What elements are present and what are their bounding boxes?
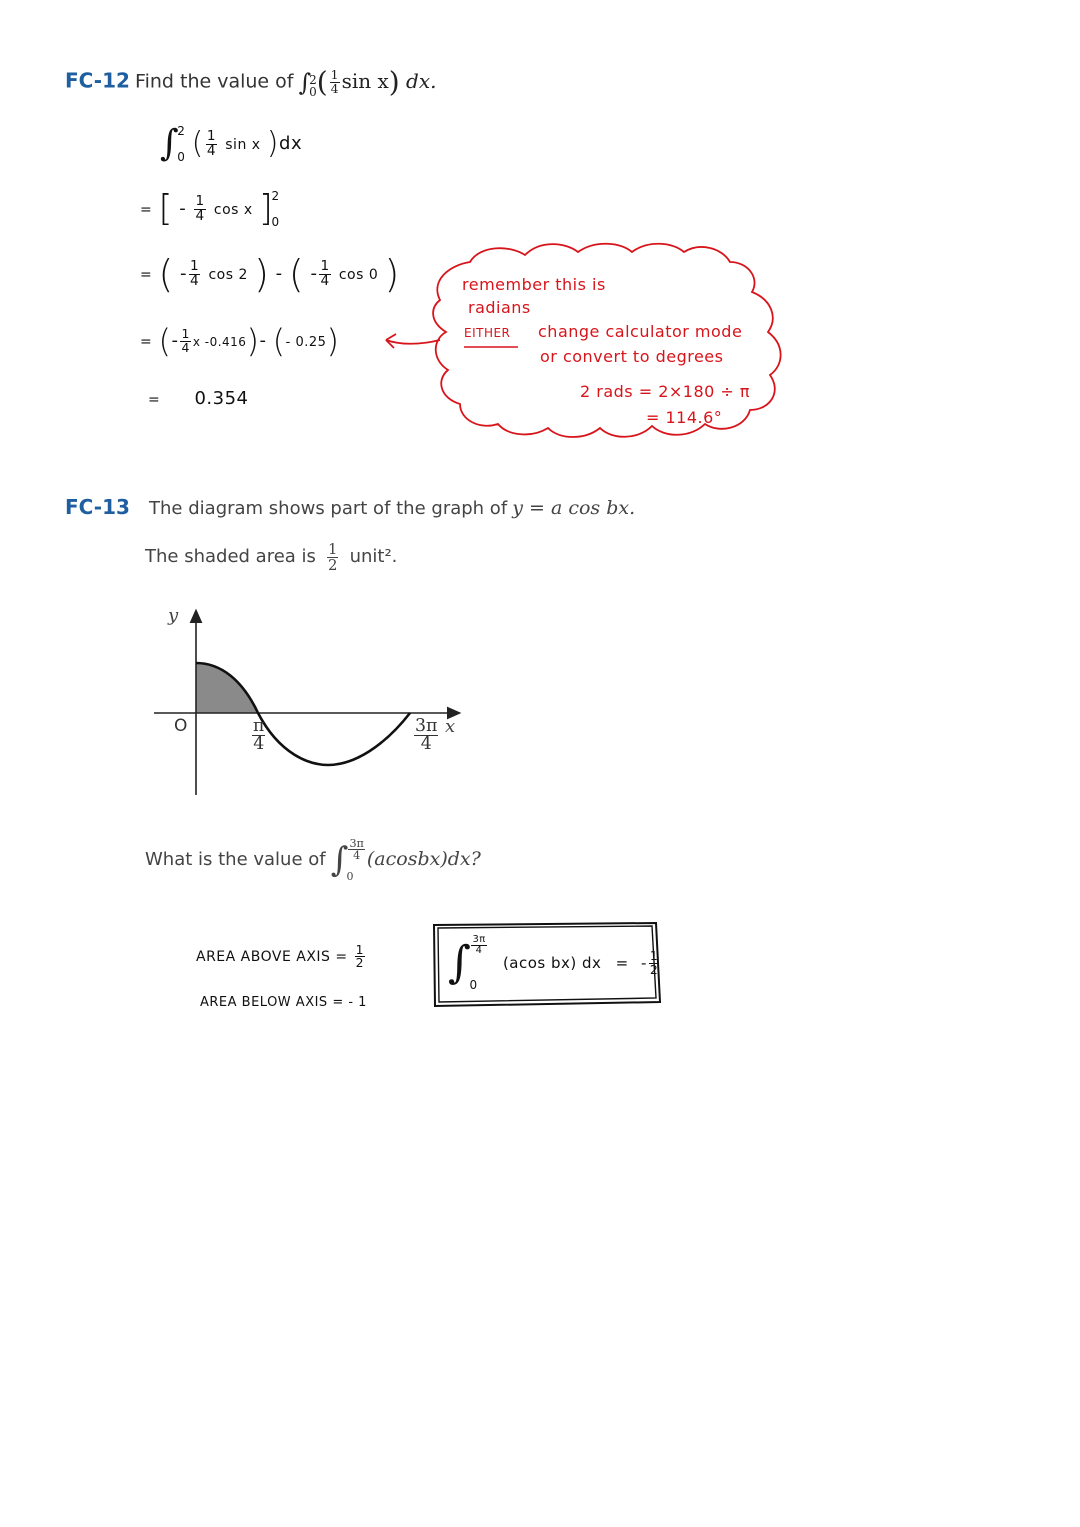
cloud-annotation-outline — [0, 0, 1080, 460]
fc12-working-line4: = (- $\frac{1}{4}$ x -0.416)- (- 0.25) — [140, 322, 340, 360]
graph-tick-3pi-over-4: $\frac{3\pi}{4}$ — [415, 716, 438, 755]
fc12-working-line3: = ( - $\frac{1}{4}$ cos 2 ) - ( - $\frac{1}{4}$ cos 0 ) — [140, 252, 400, 296]
fc13-line1: FC-13 The diagram shows part of the graph of y = a cos bx. — [65, 495, 636, 519]
fc13-equation: y = a cos bx. — [512, 497, 636, 519]
graph-origin-label: O — [174, 716, 188, 736]
annotation-line4: or convert to degrees — [540, 347, 724, 366]
answer-box-content: ∫ $\frac{3\pi}{4}$ 0 (acos bx) dx = - $\frac{1}{2}$ — [448, 934, 659, 992]
graph-tick-pi-over-4: $\frac{\pi}{4}$ — [253, 716, 265, 755]
annotation-line3: change calculator mode — [538, 322, 743, 341]
cosine-graph — [150, 605, 470, 805]
fc12-label: FC-12 — [65, 68, 130, 93]
annotation-line5: 2 rads = 2×180 ÷ π — [580, 382, 751, 401]
fc12-integral: ∫ 2 0 ( $\frac{1}{4}$ sin x) dx. — [298, 65, 437, 99]
fc12-prompt: Find the value of — [135, 70, 294, 93]
fc12-working-line2: = [ - $\frac{1}{4}$ cos x ] 2 0 — [140, 188, 280, 229]
fc13-label: FC-13 — [65, 495, 130, 519]
fc13-line2: The shaded area is $\frac{1}{2}$ unit². — [145, 540, 398, 574]
annotation-line1: remember this is — [462, 275, 606, 294]
fc13-area-above: AREA ABOVE AXIS = $\frac{1}{2}$ — [196, 942, 364, 971]
shaded-area — [196, 663, 258, 713]
annotation-line6: = 114.6° — [646, 408, 723, 427]
fc12-working-line5: = 0.354 — [148, 388, 249, 409]
annotation-line2: radians — [468, 298, 531, 317]
fc12-result: 0.354 — [194, 388, 249, 409]
graph-x-label: x — [445, 716, 456, 737]
fc13-question: What is the value of ∫ $\frac{3\pi}{4}$ 0 (acosbx)dx? — [145, 837, 481, 883]
fc12-working-line1: ∫ 2 0 ( $\frac{1}{4}$ sin x )dx — [160, 123, 303, 164]
annotation-either: EITHER — [464, 326, 511, 340]
fc13-area-below: AREA BELOW AXIS = - 1 — [200, 995, 367, 1010]
graph-y-label: y — [168, 605, 179, 626]
